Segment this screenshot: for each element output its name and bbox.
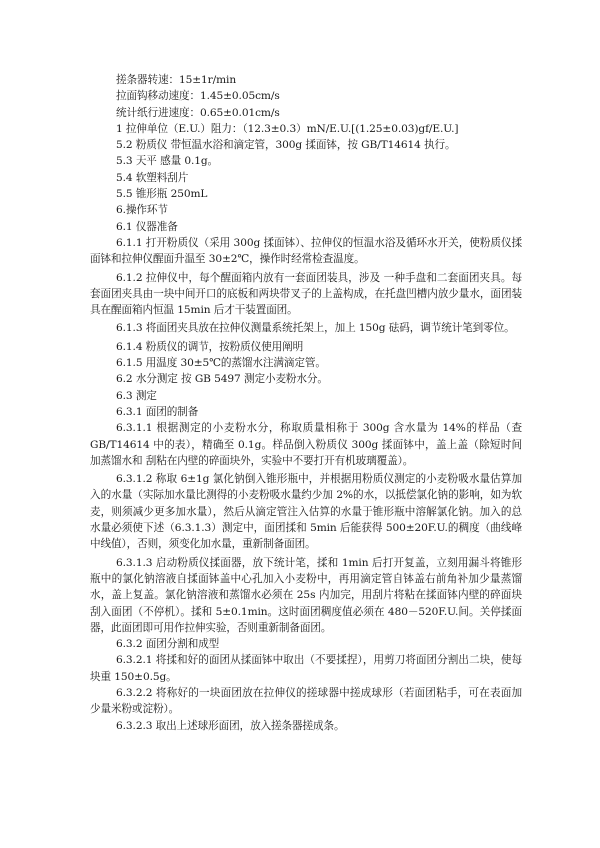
section-6-3-1-heading: 6.3.1 面团的制备 (116, 405, 199, 418)
section-6-3-2-3: 6.3.2.3 取出上述球形面团，放入搓条器搓成条。 (116, 719, 345, 732)
section-6-1-3: 6.1.3 将面团夹具放在拉伸仪测量系统托架上，加上 150g 砝码，调节统计笔到零位。 (116, 322, 515, 335)
spec-line-resistance-unit: 1 拉伸单位（E.U.）阻力：（12.3±0.3）mN/E.U.[(1.25±0.03)gf/E.U.] (116, 122, 459, 135)
section-5-4: 5.4 软塑料刮片 (116, 171, 189, 184)
section-6-1-5: 6.1.5 用温度 30±5℃的蒸馏水注满滴定管。 (116, 357, 326, 370)
section-6-3-heading: 6.3 测定 (116, 389, 157, 402)
section-6-3-1-3: 6.3.1.3 启动粉质仪揉面器，放下统计笔，揉和 1min 后打开复盖，立刻用漏斗将锥形瓶中的氯化钠溶液自揉面钵盖中心孔加入小麦粉中，再用滴定管自钵盖右前角补加少量蒸馏水，盖上复盖。氯化钠溶液和蒸馏水必须在 25s 内加完，用刮片将粘在揉面钵内壁的碎面块刮入面团（不停机）。揉和 5±0.1min。这时面团稠度值必须在 480－520F.U.间。关停揉面器，此面团即可用作拉伸实验，否则重新制备面团。 (90, 556, 522, 634)
section-5-5: 5.5 锥形瓶 250mL (116, 188, 208, 201)
section-6-heading: 6.操作环节 (116, 204, 168, 217)
section-5-2: 5.2 粉质仪 带恒温水浴和滴定管，300g 揉面钵，按 GB/T14614 执行。 (116, 139, 456, 152)
spec-line-kneader-speed: 搓条器转速：15±1r/min (116, 74, 237, 86)
section-6-1-4: 6.1.4 粉质仪的调节，按粉质仪使用阐明 (116, 340, 304, 353)
section-6-3-2-1: 6.3.2.1 将揉和好的面团从揉面钵中取出（不要揉捏），用剪刀将面团分割出二块，使每块重 150±0.5g。 (90, 654, 522, 683)
section-6-1-heading: 6.1 仪器准备 (116, 220, 178, 233)
section-6-3-2-heading: 6.3.2 面团分割和成型 (116, 638, 220, 651)
section-6-3-1-1: 6.3.1.1 根据测定的小麦粉水分，称取质量相称于 300g 含水量为 14%的样品（查 GB/T14614 中的表），精确至 0.1g。样品倒入粉质仪 300g 揉面钵中，盖上盖（除短时间加蒸馏水和 刮粘在内壁的碎面块外，实验中不要打开有机玻璃覆盖）。 (90, 422, 522, 467)
section-6-3-1-2: 6.3.1.2 称取 6±1g 氯化钠倒入锥形瓶中，并根据用粉质仪测定的小麦粉吸水量估算加入的水量（实际加水量比测得的小麦粉吸水量约少加 2%的水，以抵偿氯化钠的影响，如为软麦，则须减少更多加水量），然后从滴定管注入估算的水量于锥形瓶中溶解氯化钠。加入的总 水量必须使下述（6.3.1.3）测定中，面团揉和 5min 后能获得 500±20F.U.的稠度（曲线峰中线值），否则，须变化加水量，重新制备面团。 (90, 473, 522, 551)
spec-line-paper-speed: 统计纸行进速度：0.65±0.01cm/s (116, 106, 280, 119)
spec-line-hook-speed: 拉面钩移动速度：1.45±0.05cm/s (116, 90, 280, 103)
section-6-3-2-2: 6.3.2.2 将称好的一块面团放在拉伸仪的搓球器中搓成球形（若面团粘手，可在表面加少量米粉或淀粉）。 (90, 686, 522, 716)
section-6-2: 6.2 水分测定 按 GB 5497 测定小麦粉水分。 (116, 373, 328, 386)
section-5-3: 5.3 天平 感量 0.1g。 (116, 155, 219, 168)
document-body (90, 72, 522, 734)
section-6-1-2: 6.1.2 拉伸仪中，每个醒面箱内放有一套面团装具，涉及 一种手盘和二套面团夹具。每套面团夹具由一块中间开口的底板和两块带叉子的上盖构成，在托盘凹槽内放少量水，面团装 具在醒面箱内恒温 15min 后才干装置面团。 (90, 271, 522, 317)
section-6-1-1: 6.1.1 打开粉质仪（采用 300g 揉面钵）、拉伸仪的恒温水浴及循环水开关，使粉质仪揉面钵和拉伸仪醒面升温至 30±2℃，操作时经常检查温度。 (90, 236, 522, 266)
